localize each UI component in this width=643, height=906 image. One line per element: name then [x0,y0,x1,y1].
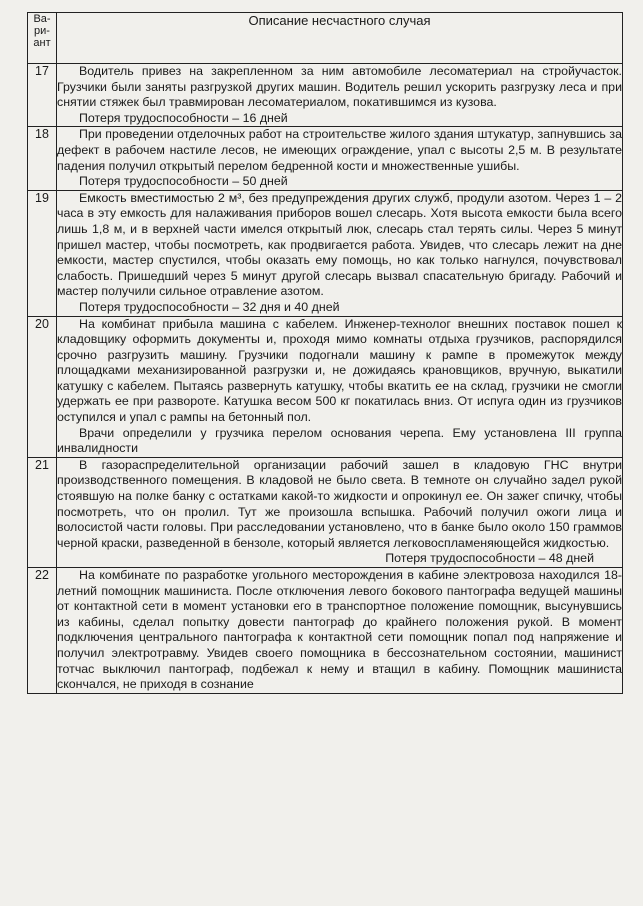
table-row [28,190,623,316]
table-row [28,64,623,127]
variant-number: 19 [28,190,57,316]
case-description [57,316,623,457]
variant-number: 22 [28,568,57,694]
header-variant-label: Ва- ри- ант [33,13,51,49]
work-loss-text: Потеря трудоспособности – 48 дней [385,551,594,566]
work-loss-text: Потеря трудоспособности – 16 дней [79,110,288,125]
case-description [57,64,623,127]
accident-cases-table [27,12,623,694]
variant-number: 21 [28,457,57,567]
table-row [28,127,623,190]
variant-number: 17 [28,64,57,127]
table-row [28,568,623,694]
case-description [57,457,623,567]
table-body [28,64,623,694]
description-paragraph: При проведении отделочных работ на строительстве жилого здания штукатур, запнувшись за дефект в рабочем настиле лесов, не имеющих ограждение, упал с высоты 2,5 м. В результате падения получил открытый перелом бедренной кости и множественные ушибы. [57,127,622,173]
description-paragraph: Врачи определили у грузчика перелом основания черепа. Ему установлена III группа инвалидности [57,425,622,456]
description-paragraph: Водитель привез на закрепленном за ним автомобиле лесоматериал на стройучасток. Грузчики были заняты разгрузкой других машин. Водитель решил ускорить разгрузку леса и при снятии стяжек был травмирован лесоматериалом, покатившимся из кузова. [57,64,622,110]
description-paragraph: На комбинат прибыла машина с кабелем. Инженер-технолог внешних поставок пошел к кладовщику оформить документы и, проходя мимо комнаты отдыха грузчиков, распорядился срочно разгрузить машину. Грузчики подогнали машину к рампе в промежуток между площадками механизированной разгрузки и, не дожидаясь крановщиков, вручную, выкатили катушку с кабелем. Пытаясь развернуть катушку, чтобы вкатить ее на склад, грузчики не смогли удержать ее при развороте. Катушка весом 500 кг покатилась вниз. От испуга один из грузчиков оступился и упал с рампы на бетонный пол. [57,316,622,425]
case-description [57,127,623,190]
work-loss-text: Потеря трудоспособности – 50 дней [79,174,288,189]
table-row [28,457,623,567]
table-header-row [28,13,623,64]
work-loss-text: Потеря трудоспособности – 32 дня и 40 дней [79,299,340,314]
table-row [28,316,623,457]
header-variant [28,13,57,64]
description-paragraph: На комбинате по разработке угольного месторождения в кабине электровоза находился 18-летний помощник машиниста. После отключения левого бокового пантографа ведущей машины от контактной сети в момент установки его в транспортное положение помощник, высунувшись из кабины, сделал попытку довести пантограф до крайнего положения рукой. В момент подключения центрального пантографа к контактной сети помощник попал под напряжение и получил электротравму. Увидев своего помощника в бессознательном состоянии, машинист тотчас выключил пантограф, подбежал к нему и втащил в кабину. Помощник машиниста скончался, не приходя в сознание [57,568,622,692]
description-paragraph: В газораспределительной организации рабочий зашел в кладовую ГНС внутри производственного помещения. В кладовой не было света. В темноте он случайно задел рукой стоявшую на полке банку с остатками какой-то жидкости и опрокинул ее. Он зажег спичку, чтобы посмотреть, что он пролил. Тут же произошла вспышка. Рабочий получил ожоги лица и волосистой части головы. При расследовании установлено, что в банке было около 150 граммов черной краски, разведенной в бензоле, который является легковоспламеняющейся жидкостью. Потеря трудоспособности – 48 дней [57,457,622,566]
description-paragraph: Емкость вместимостью 2 м³, без предупреждения других служб, продули азотом. Через 1 – 2 часа в эту емкость для налаживания приборов вошел слесарь. Хотя высота емкости была всего лишь 1,8 м, и в верхней части имелся открытый люк, слесарь стал терять силы. Через 5 минут пришел мастер, чтобы посмотреть, как продвигается работа. Увидев, что слесарь лежит на дне емкости, мастер спустился, чтобы оказать ему помощь, но как только нагнулся, почувствовал слабость. Пришедший через 5 минут другой слесарь вызвал спасательную бригаду. Рабочий и мастер получили сильное отравление азотом. [57,190,622,299]
case-description [57,568,623,694]
variant-number: 20 [28,316,57,457]
header-description: Описание несчастного случая [57,13,623,64]
case-description [57,190,623,316]
variant-number: 18 [28,127,57,190]
